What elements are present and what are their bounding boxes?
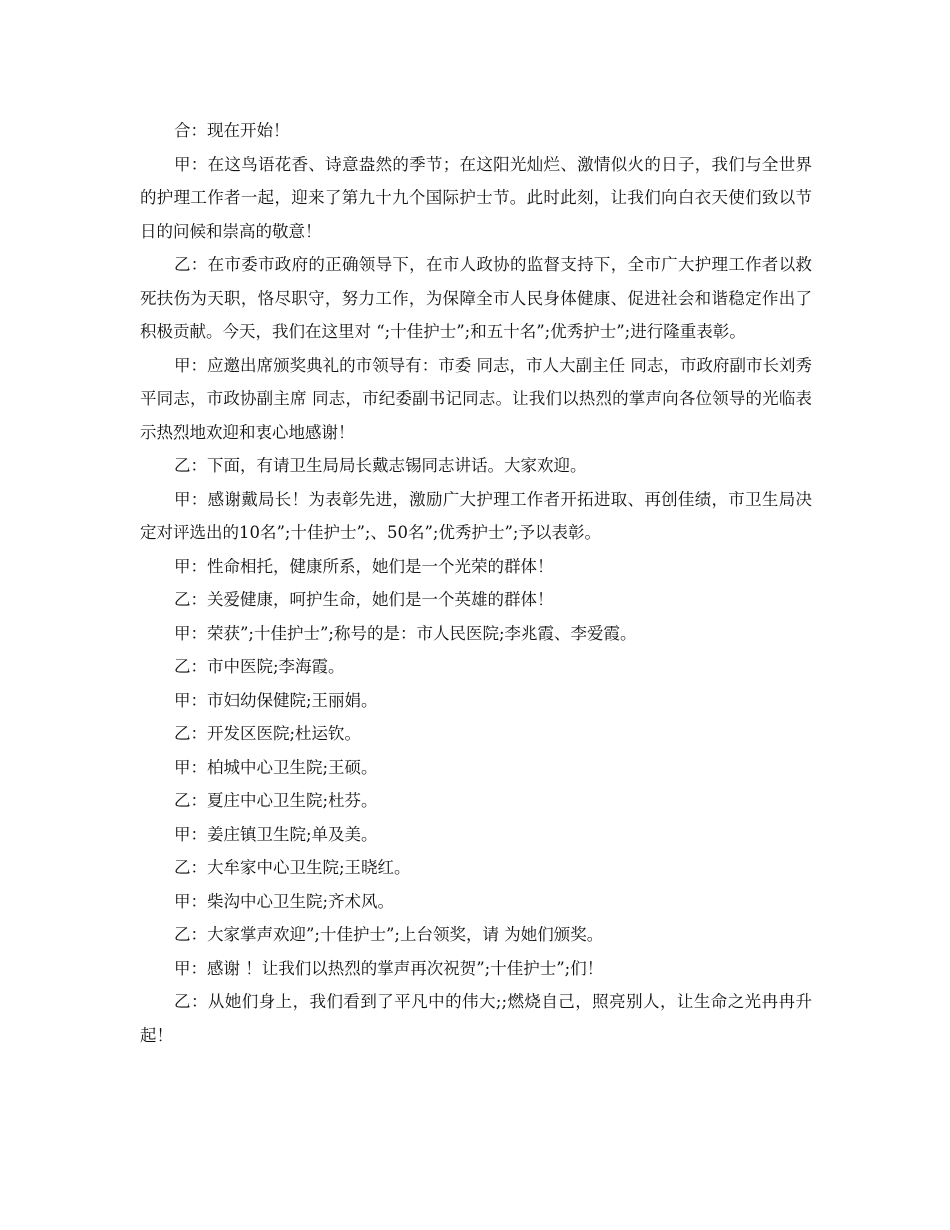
paragraph: 甲：应邀出席颁奖典礼的市领导有：市委 同志，市人大副主任 同志，市政府副市长刘秀平同志，市政协副主席 同志，市纪委副书记同志。让我们以热烈的掌声向各位领导的光临表示热烈地欢迎和衷心地感谢！ — [140, 355, 812, 442]
paragraph: 乙：关爱健康，呵护生命，她们是一个英雄的群体！ — [174, 590, 554, 609]
paragraph: 甲：柴沟中心卫生院;齐术风。 — [174, 891, 395, 911]
paragraph: 乙：夏庄中心卫生院;杜芬。 — [174, 791, 378, 810]
paragraph: 甲：柏城中心卫生院;王硕。 — [174, 757, 378, 777]
paragraph: 甲：荣获”;十佳护士”;称号的是：市人民医院;李兆霞、李爱霞。 — [174, 623, 637, 643]
paragraph: 甲：市妇幼保健院;王丽娟。 — [174, 690, 378, 710]
paragraph: 甲：感谢 ！让我们以热烈的掌声再次祝贺”;十佳护士”;们！ — [174, 958, 604, 978]
paragraph: 乙：在市委市政府的正确领导下，在市人政协的监督支持下，全市广大护理工作者以救死扶伤为天职，恪尽职守，努力工作，为保障全市人民身体健康、促进社会和谐稳定作出了积极贡献。今天，我们在这里对 “;十佳护士”;和五十名”;优秀护士”;进行隆重表彰。 — [140, 255, 812, 341]
paragraph: 乙：大牟家中心卫生院;王晓红。 — [174, 858, 411, 877]
paragraph: 甲：性命相托，健康所系，她们是一个光荣的群体！ — [174, 556, 554, 576]
paragraph: 乙：开发区医院;杜运钦。 — [174, 724, 362, 743]
paragraph: 乙：大家掌声欢迎”;十佳护士”;上台领奖，请 为她们颁奖。 — [174, 925, 604, 944]
paragraph: 合：现在开始！ — [174, 121, 290, 140]
paragraph: 甲：姜庄镇卫生院;单及美。 — [174, 824, 378, 844]
paragraph: 乙：市中医院;李海霞。 — [174, 657, 345, 676]
paragraph: 甲：感谢戴局长！为表彰先进，激励广大护理工作者开拓进取、再创佳绩，市卫生局决定对评选出的10名”;十佳护士”;、50名”;优秀护士”;予以表彰。 — [140, 489, 812, 542]
paragraph: 甲：在这鸟语花香、诗意盎然的季节；在这阳光灿烂、激情似火的日子，我们与全世界的护理工作者一起，迎来了第九十九个国际护士节。此时此刻，让我们向白衣天使们致以节日的问候和崇高的敬意！ — [140, 154, 812, 241]
paragraph: 乙：下面，有请卫生局局长戴志锡同志讲话。大家欢迎。 — [174, 456, 587, 475]
document-body — [140, 114, 812, 1052]
paragraph: 乙：从她们身上，我们看到了平凡中的伟大;;燃烧自己，照亮别人，让生命之光冉冉升起！ — [140, 992, 812, 1045]
